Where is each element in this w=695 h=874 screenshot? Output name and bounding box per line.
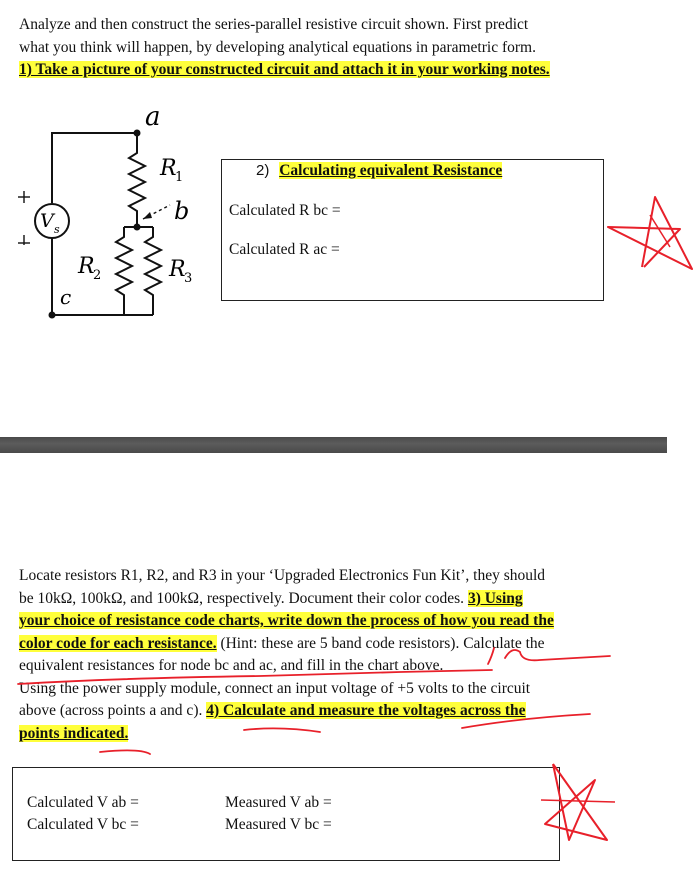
node-a-dot [134,130,141,137]
node-a-label: a [145,102,161,132]
intro-line-2: what you think will happen, by developing analytical equations in parametric form. [19,38,536,56]
meas-vbc-label: Measured V bc = [225,816,332,833]
r3-label: R [169,257,186,282]
locate-line-5: equivalent resistances for node bc and ac, and fill in the chart above. [19,657,444,674]
node-b-label: b [174,197,190,225]
step-4-end: points indicated. [19,724,129,742]
voltage-box [12,767,560,861]
resistor-r2 [116,227,132,315]
resistor-r1 [129,133,145,227]
source-label: V [40,210,54,232]
red-star-annotation-bottom [535,752,620,847]
resistance-box-heading [256,160,502,183]
red-underline-annotations [0,640,695,760]
intro-paragraph [19,14,659,82]
resistor-r3 [145,227,161,315]
step-4-start: 4) Calculate and measure the voltages across the [206,702,526,719]
calc-rbc-label: Calculated R bc = [229,202,341,219]
r1-subscript: 1 [175,170,184,185]
step-3-end: color code for each resistance. [19,634,217,652]
step-2-number: 2) [256,162,270,179]
step-1-instruction: 1) Take a picture of your constructed circuit and attach it in your working notes. [19,61,550,78]
hint-text: (Hint: these are 5 band code resistors). Calculate the [220,634,545,652]
locate-line-6: Using the power supply module, connect an input voltage of +5 volts to the circuit [19,679,531,697]
r2-subscript: 2 [93,268,102,283]
step-3-start: 3) Using [467,589,523,607]
r2-label: R [78,254,95,279]
r3-subscript: 3 [184,271,193,286]
page-divider [0,437,667,453]
node-c-dot [49,312,56,319]
locate-line-7: above (across points a and c). [19,702,203,719]
calc-vbc-label: Calculated V bc = [27,816,139,833]
step-2-title: Calculating equivalent Resistance [279,162,503,179]
resistance-box [221,159,604,301]
r1-label: R [160,156,177,181]
calc-vab-label: Calculated V ab = [27,794,139,811]
intro-line-1: Analyze and then construct the series-parallel resistive circuit shown. First predict [19,16,529,33]
circuit-diagram [0,95,230,335]
meas-vab-label: Measured V ab = [225,794,332,811]
red-star-annotation-top [600,185,695,275]
node-b-dot [134,224,141,231]
wire-top [52,133,137,203]
node-c-label: c [60,285,72,309]
source-subscript: s [54,223,60,236]
calc-rac-label: Calculated R ac = [229,241,340,258]
locate-line-2: be 10kΩ, 100kΩ, and 100kΩ, respectively. Document their color codes. [19,589,465,607]
locate-line-1: Locate resistors R1, R2, and R3 in your ‘Upgraded Electronics Fun Kit’, they should [19,567,546,584]
step-3-middle: your choice of resistance code charts, write down the process of how you read the [19,612,554,629]
